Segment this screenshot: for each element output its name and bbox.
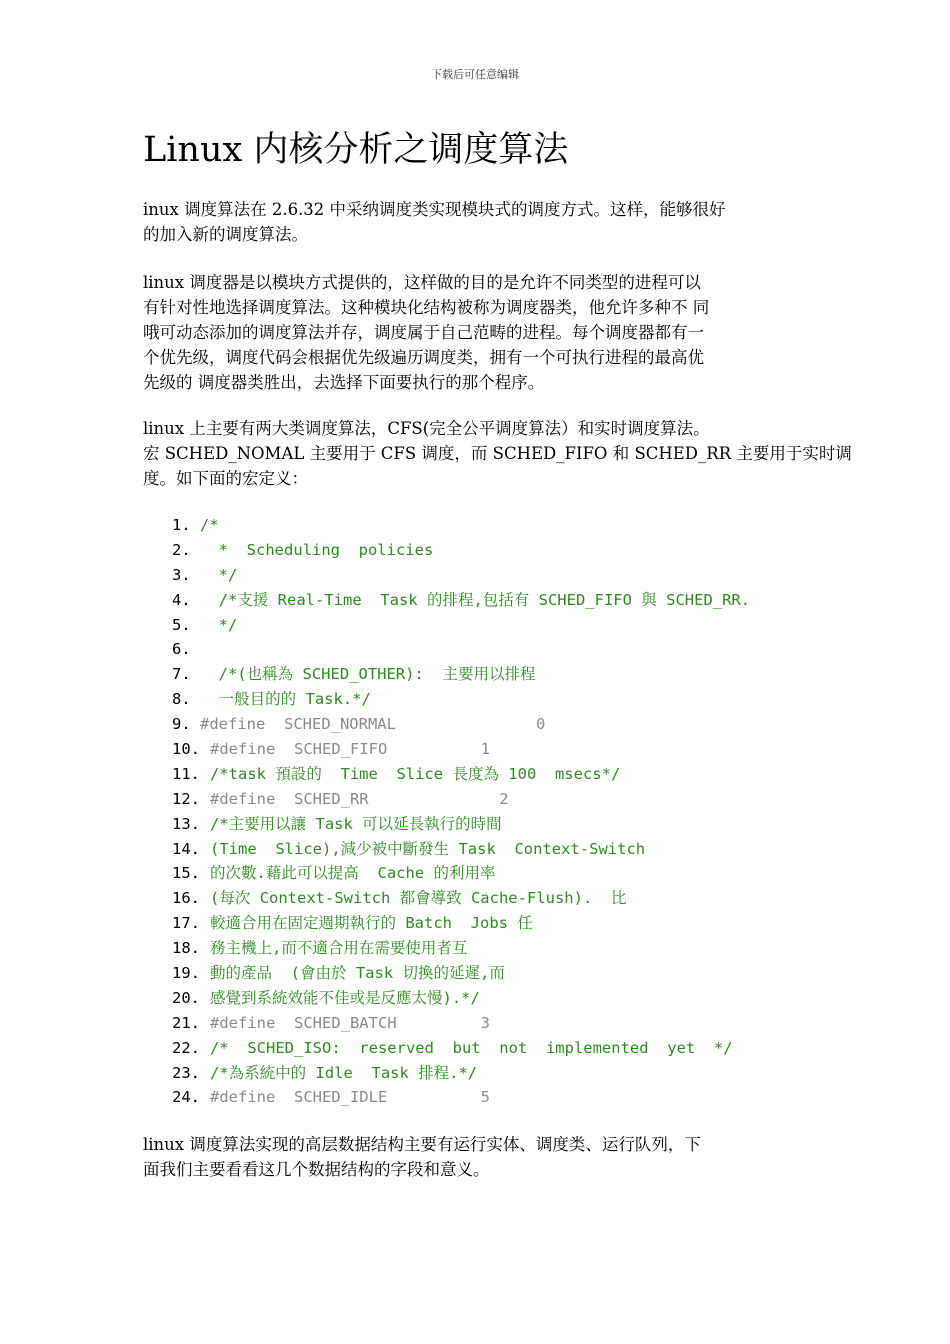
code-line-text: 務主機上,而不適合用在需要使用者互 — [210, 939, 468, 958]
code-line-text: (Time Slice),減少被中斷發生 Task Context-Switch — [210, 839, 646, 858]
paragraph-algorithms — [143, 416, 852, 491]
code-line-text: 感覺到系統效能不佳或是反應太慢).*/ — [210, 988, 480, 1007]
paragraph-line: 有针对性地选择调度算法。这种模块化结构被称为调度器类，他允许多种不 同 — [143, 298, 710, 317]
paragraph-line: 先级的 调度器类胜出，去选择下面要执行的那个程序。 — [143, 373, 545, 392]
paragraph-line: linux 调度算法实现的高层数据结构主要有运行实体、调度类、运行队列，下 — [143, 1135, 701, 1154]
code-line — [172, 911, 812, 936]
code-line-number: 22. — [172, 1038, 200, 1057]
paragraph-line: 个优先级，调度代码会根据优先级遍历调度类，拥有一个可执行进程的最高优 — [143, 348, 704, 367]
code-line-text: /* SCHED_ISO: reserved but not implemented yet */ — [210, 1038, 733, 1057]
code-line-number: 20. — [172, 988, 200, 1007]
code-line — [172, 662, 812, 687]
code-listing — [172, 513, 812, 1110]
header-note: 下载后可任意编辑 — [431, 68, 519, 81]
code-line-text: */ — [200, 615, 238, 634]
code-line-text: #define SCHED_IDLE 5 — [210, 1088, 490, 1107]
paragraph-line: linux 调度器是以模块方式提供的，这样做的目的是允许不同类型的进程可以 — [143, 273, 701, 292]
code-line-number: 10. — [172, 740, 200, 759]
code-line-number: 9. — [172, 715, 191, 734]
code-line — [172, 687, 812, 712]
code-line-text: /*task 預設的 Time Slice 長度為 100 msecs*/ — [210, 764, 621, 783]
code-line-number: 7. — [172, 665, 191, 684]
paragraph-line: 宏 SCHED_NOMAL 主要用于 CFS 调度，而 SCHED_FIFO 和 SCHED_RR 主要用于实时调 — [143, 444, 852, 463]
code-line-text: 一般目的的 Task.*/ — [200, 690, 371, 709]
code-line-text: #define SCHED_NORMAL 0 — [200, 715, 546, 734]
code-line-number: 4. — [172, 590, 191, 609]
paragraph-scheduler-classes — [143, 270, 813, 395]
code-line-number: 1. — [172, 516, 191, 534]
paragraph-line: linux 上主要有两大类调度算法，CFS(完全公平调度算法）和实时调度算法。 — [143, 419, 710, 438]
paragraph-line: 面我们主要看看这几个数据结构的字段和意义。 — [143, 1160, 490, 1179]
paragraph-data-structures — [143, 1132, 813, 1182]
code-line — [172, 861, 812, 886]
code-line-text: #define SCHED_FIFO 1 — [210, 740, 490, 759]
code-line-number: 8. — [172, 690, 191, 709]
code-line — [172, 787, 812, 812]
code-line-number: 24. — [172, 1088, 200, 1107]
code-line — [172, 886, 812, 911]
code-line-text: #define SCHED_RR 2 — [210, 789, 509, 808]
code-line — [172, 712, 812, 737]
code-line-text: /*(也稱為 SCHED_OTHER): 主要用以排程 — [200, 665, 536, 684]
code-line — [172, 936, 812, 961]
code-line-number: 14. — [172, 839, 200, 858]
code-line — [172, 513, 812, 538]
paragraph-line: 度。如下面的宏定义： — [143, 469, 308, 488]
code-line-number: 6. — [172, 640, 191, 659]
code-line-text: /*支援 Real-Time Task 的排程,包括有 SCHED_FIFO 與 SCHED_RR. — [200, 590, 751, 609]
code-line — [172, 538, 812, 563]
paragraph-intro — [143, 197, 813, 247]
code-line-text: 動的產品 (會由於 Task 切換的延遲,而 — [210, 964, 505, 983]
code-line-number: 17. — [172, 914, 200, 933]
code-line-number: 3. — [172, 565, 191, 584]
code-line-number: 2. — [172, 540, 191, 559]
code-line — [172, 588, 812, 613]
code-line — [172, 986, 812, 1011]
code-line — [172, 637, 812, 662]
code-line-text: #define SCHED_BATCH 3 — [210, 1013, 490, 1032]
code-line — [172, 1085, 812, 1110]
code-line — [172, 1036, 812, 1061]
code-line-text: (每次 Context-Switch 都會導致 Cache-Flush). 比 — [210, 889, 627, 908]
code-line-number: 13. — [172, 814, 200, 833]
code-line — [172, 961, 812, 986]
code-line-number: 21. — [172, 1013, 200, 1032]
code-line — [172, 1061, 812, 1086]
code-line-text: /*主要用以讓 Task 可以延長執行的時間 — [210, 814, 502, 833]
code-line-text: 的次數.藉此可以提高 Cache 的利用率 — [210, 864, 496, 883]
code-line — [172, 837, 812, 862]
code-line-text: */ — [200, 565, 238, 584]
code-line — [172, 737, 812, 762]
code-line-text: /* — [200, 516, 219, 534]
code-line — [172, 762, 812, 787]
paragraph-line: 哦可动态添加的调度算法并存，调度属于自己范畴的进程。每个调度器都有一 — [143, 323, 704, 342]
code-line-number: 16. — [172, 889, 200, 908]
code-line-number: 5. — [172, 615, 191, 634]
paragraph-line: 的加入新的调度算法。 — [143, 225, 308, 244]
code-line — [172, 1011, 812, 1036]
code-line — [172, 812, 812, 837]
code-line-text: 較適合用在固定週期執行的 Batch Jobs 任 — [210, 914, 533, 933]
code-line — [172, 563, 812, 588]
code-line-text: * Scheduling policies — [200, 540, 434, 559]
code-line-number: 18. — [172, 939, 200, 958]
code-line-number: 11. — [172, 764, 200, 783]
code-line-number: 15. — [172, 864, 200, 883]
code-line — [172, 613, 812, 638]
paragraph-line: inux 调度算法在 2.6.32 中采纳调度类实现模块式的调度方式。这样，能够很好 — [143, 200, 726, 219]
code-line-number: 23. — [172, 1063, 200, 1082]
code-line-number: 12. — [172, 789, 200, 808]
code-line-text: /*為系統中的 Idle Task 排程.*/ — [210, 1063, 478, 1082]
document-title: Linux 内核分析之调度算法 — [143, 130, 569, 170]
code-line-number: 19. — [172, 964, 200, 983]
